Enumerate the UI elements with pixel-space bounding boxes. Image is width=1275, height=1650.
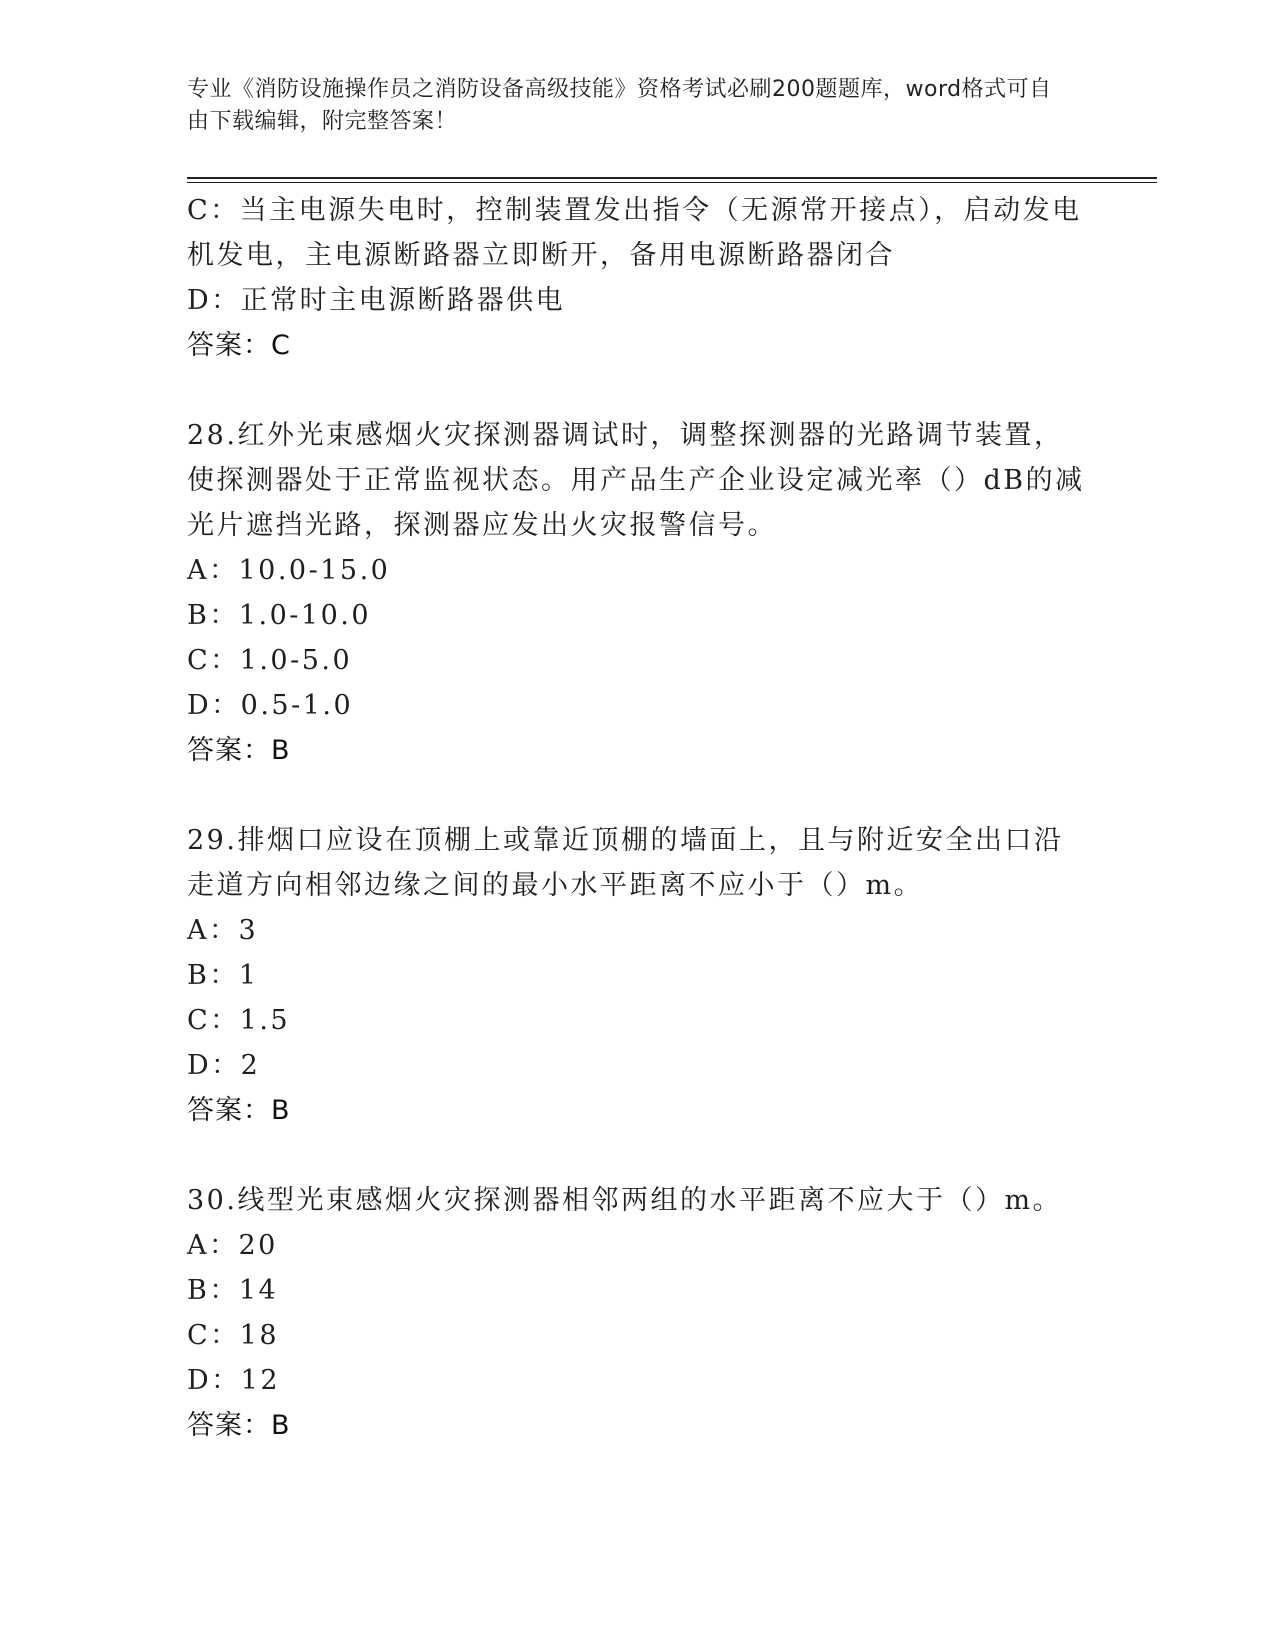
option-c: C：1.5 xyxy=(187,1005,291,1036)
option-d: D：0.5-1.0 xyxy=(187,690,354,721)
answer-line: 答案：B xyxy=(187,1410,291,1441)
document-header: 专业《消防设施操作员之消防设备高级技能》资格考试必刷200题题库，word格式可自由下载编辑，附完整答案！ xyxy=(187,77,1052,134)
option-d: D：2 xyxy=(187,1050,261,1081)
option-c: C：1.0-5.0 xyxy=(187,645,353,676)
header-rule-thick xyxy=(187,177,1157,179)
option-b: B：1 xyxy=(187,960,259,991)
spacer xyxy=(187,773,1087,818)
spacer xyxy=(187,368,1087,413)
option-b: B：14 xyxy=(187,1275,279,1306)
option-b: B：1.0-10.0 xyxy=(187,600,372,631)
question-29 xyxy=(187,818,1087,1133)
question-stem: 30.线型光束感烟火灾探测器相邻两组的水平距离不应大于（）m。 xyxy=(187,1185,1063,1216)
option-a: A：3 xyxy=(187,915,259,946)
answer-line: 答案：B xyxy=(187,735,291,766)
question-27-continued xyxy=(187,188,1087,368)
header-rule-thin xyxy=(187,182,1157,183)
question-30 xyxy=(187,1178,1087,1448)
option-a: A：10.0-15.0 xyxy=(187,555,391,586)
question-stem: 28.红外光束感烟火灾探测器调试时，调整探测器的光路调节装置，使探测器处于正常监视状态。用产品生产企业设定减光率（）dB的减光片遮挡光路，探测器应发出火灾报警信号。 xyxy=(187,420,1085,541)
option-d: D：正常时主电源断路器供电 xyxy=(187,285,566,316)
option-a: A：20 xyxy=(187,1230,278,1261)
option-c: C：18 xyxy=(187,1320,280,1351)
question-28 xyxy=(187,413,1087,773)
question-stem: 29.排烟口应设在顶棚上或靠近顶棚的墙面上，且与附近安全出口沿走道方向相邻边缘之间的最小水平距离不应小于（）m。 xyxy=(187,825,1064,901)
question-content xyxy=(187,188,1087,1448)
option-d: D：12 xyxy=(187,1365,281,1396)
spacer xyxy=(187,1133,1087,1178)
answer-line: 答案：B xyxy=(187,1095,291,1126)
option-c: C：当主电源失电时，控制装置发出指令（无源常开接点），启动发电机发电，主电源断路器立即断开，备用电源断路器闭合 xyxy=(187,195,1082,271)
answer-line: 答案：C xyxy=(187,330,291,361)
